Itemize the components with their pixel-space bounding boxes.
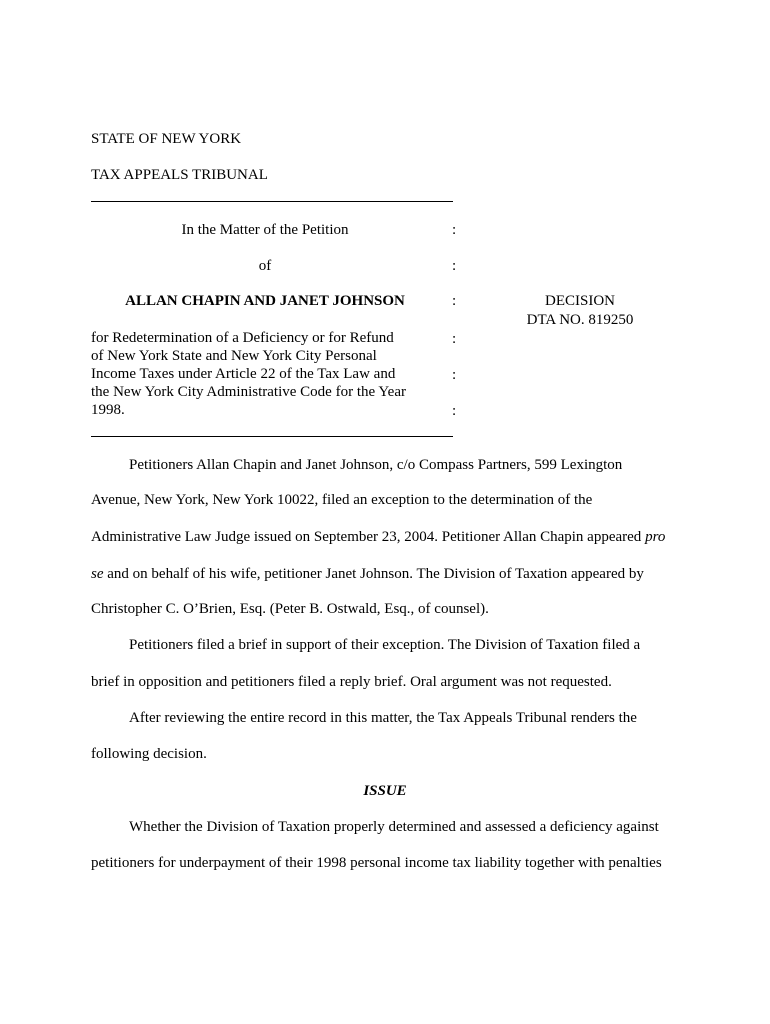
caption-description-line: of New York State and New York City Personal: [91, 348, 377, 364]
paragraph-line: After reviewing the entire record in this matter, the Tax Appeals Tribunal renders the: [129, 710, 637, 726]
decision-number: DTA NO. 819250: [526, 312, 634, 328]
paragraph-text: and on behalf of his wife, petitioner Janet Johnson. The Division of Taxation appeared by: [103, 566, 644, 582]
caption-description-line: for Redetermination of a Deficiency or for Refund: [91, 330, 394, 346]
paragraph-line: Whether the Division of Taxation properly determined and assessed a deficiency against: [129, 819, 659, 835]
caption-parties: ALLAN CHAPIN AND JANET JOHNSON: [125, 293, 405, 309]
caption-bottom-rule: [91, 436, 453, 437]
caption-top-rule: [91, 201, 453, 202]
paragraph-line: [91, 528, 665, 546]
paragraph-line: following decision.: [91, 746, 207, 762]
paragraph-line: Petitioners filed a brief in support of their exception. The Division of Taxation filed a: [129, 637, 641, 653]
paragraph-line: Christopher C. O’Brien, Esq. (Peter B. Ostwald, Esq., of counsel).: [91, 601, 489, 617]
paragraph-line: brief in opposition and petitioners filed a reply brief. Oral argument was not requested.: [91, 674, 612, 690]
tribunal-heading: TAX APPEALS TRIBUNAL: [91, 167, 268, 183]
issue-heading: ISSUE: [363, 783, 407, 799]
caption-colon: :: [452, 367, 457, 383]
decision-label: DECISION: [545, 293, 615, 309]
caption-description-line: Income Taxes under Article 22 of the Tax Law and: [91, 366, 396, 382]
italic-text: se: [91, 566, 104, 582]
caption-colon: :: [452, 293, 457, 309]
paragraph-line: petitioners for underpayment of their 1998 personal income tax liability together with penalties: [91, 855, 662, 871]
caption-colon: :: [452, 403, 457, 419]
caption-description: [91, 329, 431, 419]
caption-colon: :: [452, 258, 457, 274]
caption-matter: In the Matter of the Petition: [181, 222, 349, 238]
paragraph-line: Petitioners Allan Chapin and Janet Johnson, c/o Compass Partners, 599 Lexington: [129, 457, 623, 473]
caption-description-line: 1998.: [91, 402, 125, 418]
italic-text: pro: [645, 529, 666, 545]
caption-of: of: [258, 258, 272, 274]
caption-colon: :: [452, 222, 457, 238]
caption-colon: :: [452, 331, 457, 347]
state-heading: STATE OF NEW YORK: [91, 131, 242, 147]
paragraph-text: Administrative Law Judge issued on September 23, 2004. Petitioner Allan Chapin appeared: [91, 529, 646, 545]
caption-description-line: the New York City Administrative Code for the Year: [91, 384, 406, 400]
paragraph-line: Avenue, New York, New York 10022, filed an exception to the determination of the: [91, 492, 593, 508]
paragraph-line: [91, 565, 644, 583]
